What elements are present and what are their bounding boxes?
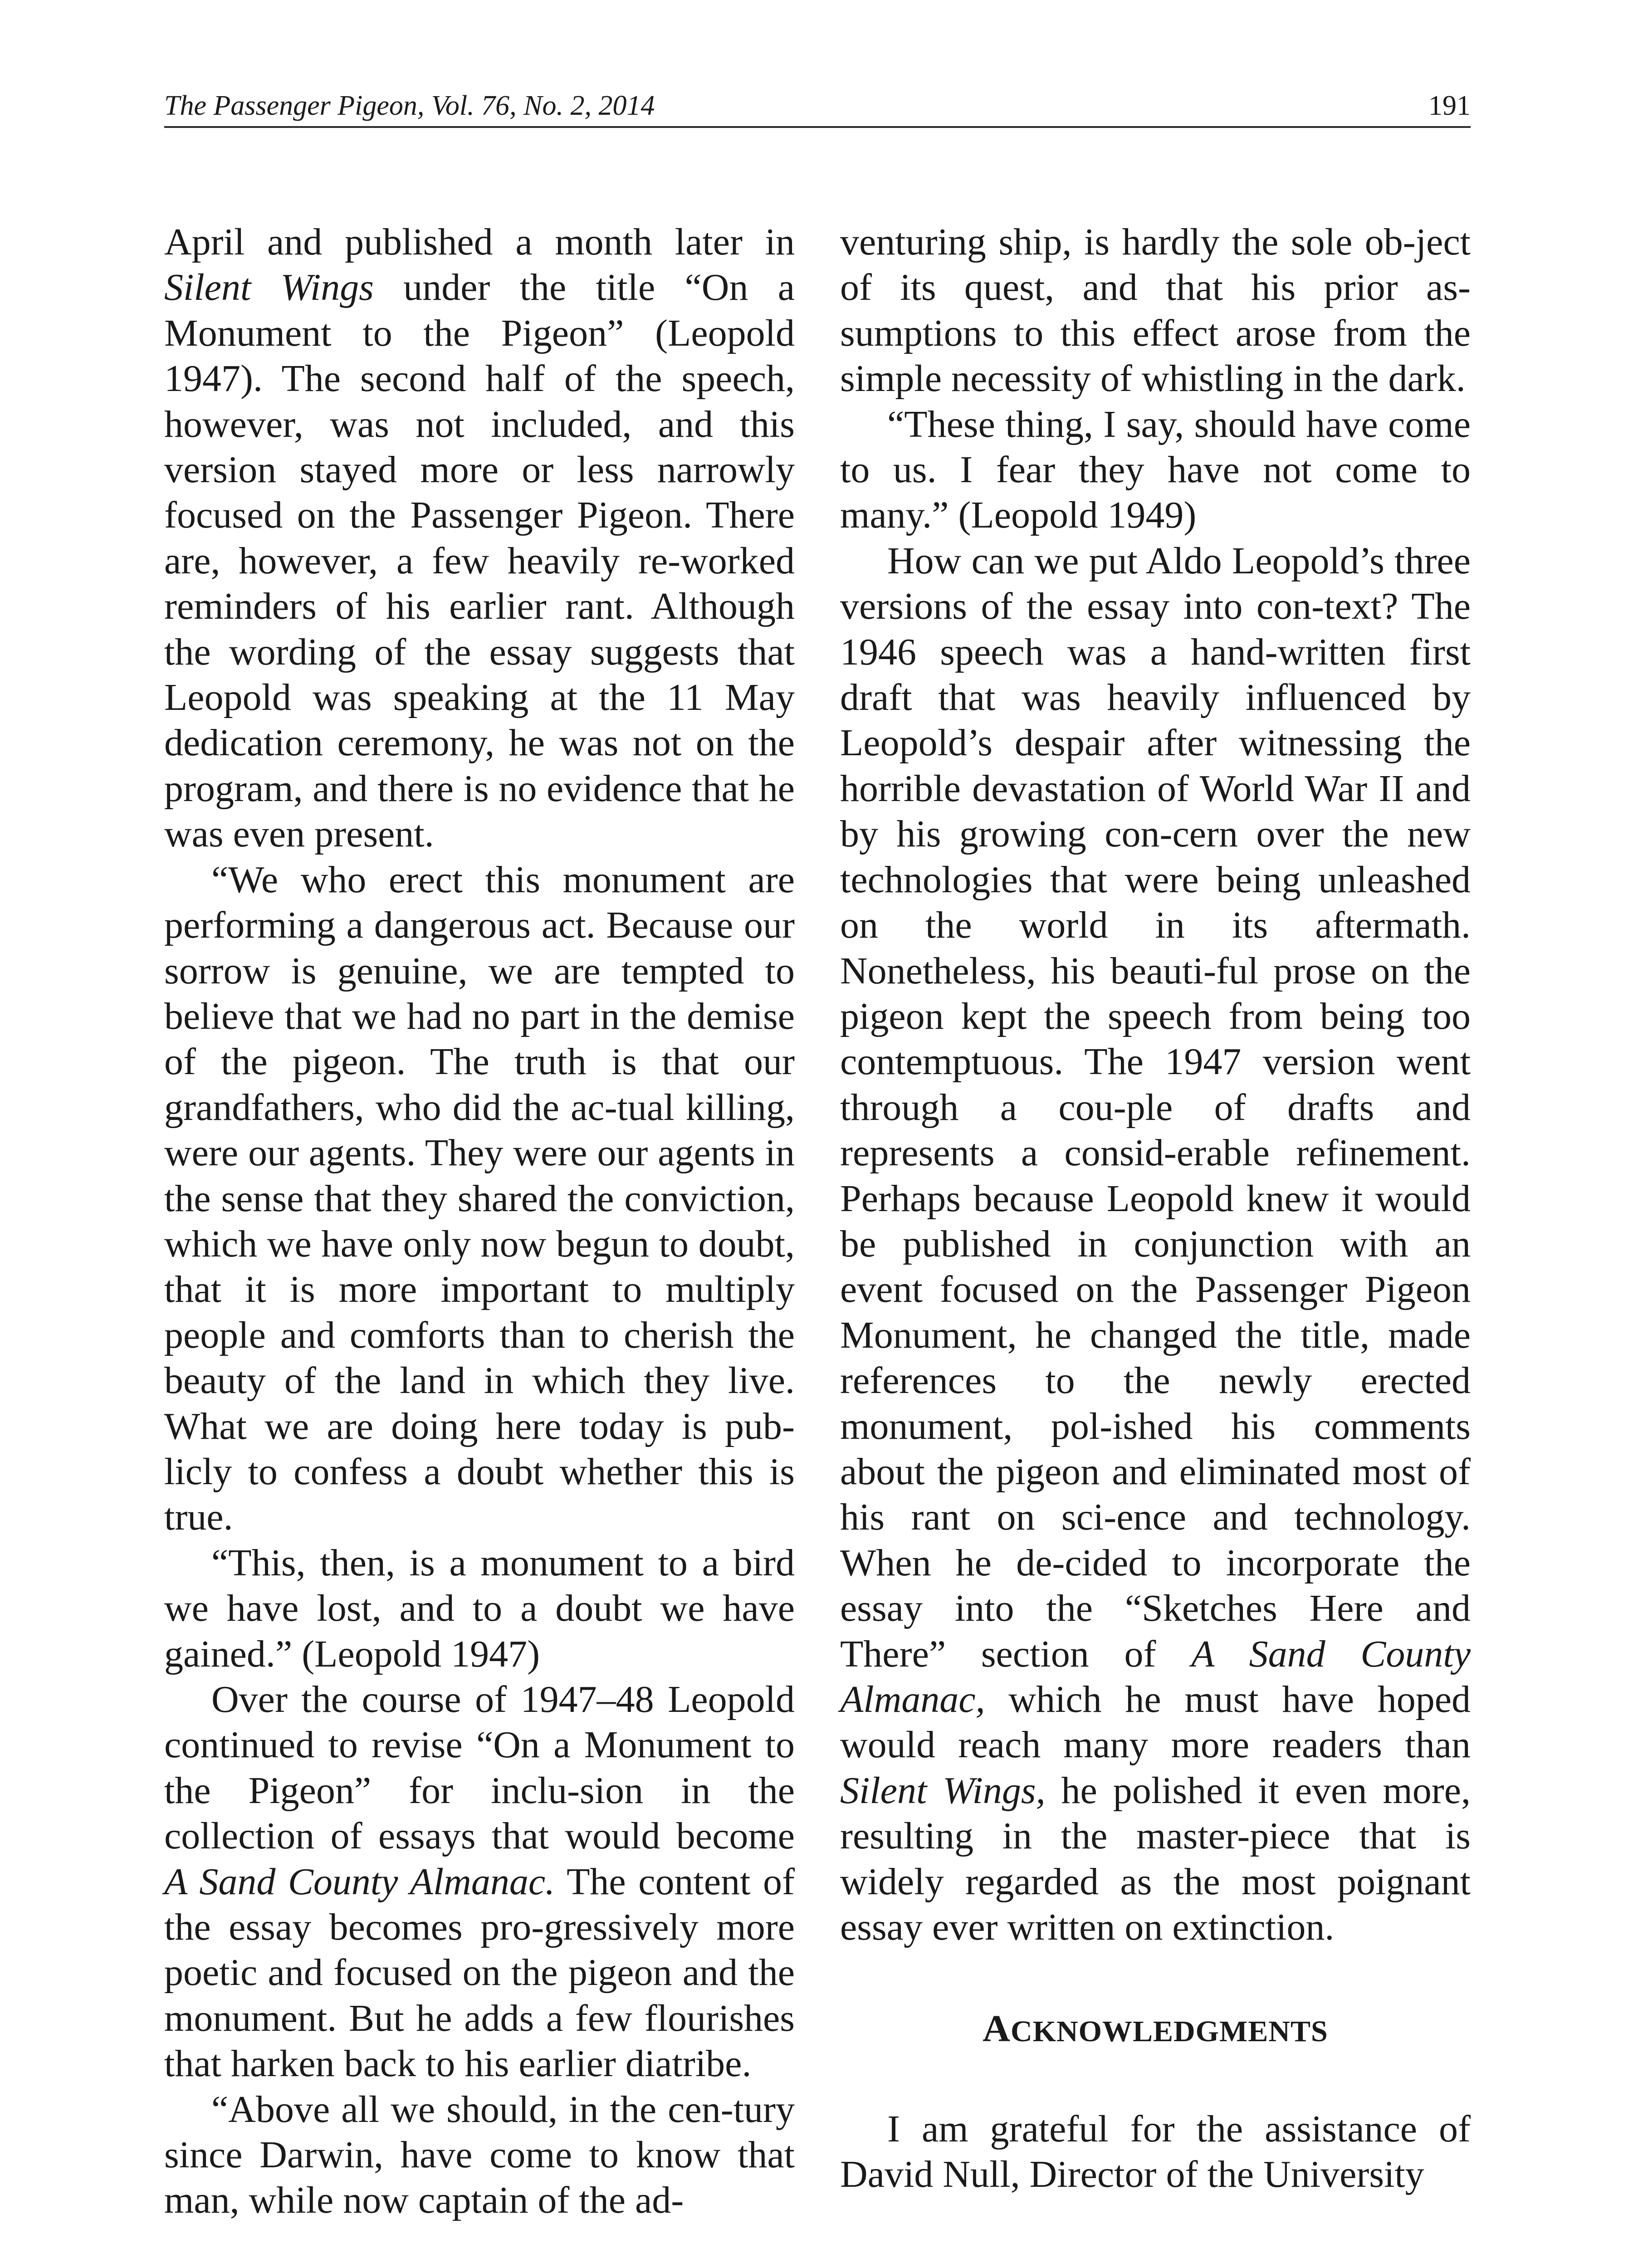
quote-paragraph: “This, then, is a monument to a bird we have lost, and to a doubt we have gained.” (Leopold 1947) (164, 1541, 795, 1675)
acknowledgments-heading: ACKNOWLEDGMENTS (983, 2008, 1328, 2050)
right-column (840, 220, 1471, 2198)
quote-paragraph: “We who erect this monument are performing a dangerous act. Because our sorrow is genuine, we are tempted to believe that we had no part in the demise of the pigeon. The truth is that our grandfathers, who did the ac-tual killing, were our agents. They were our agents in the sense that they shared the conviction, which we have only now begun to doubt, that it is more important to multiply people and comforts than to cherish the beauty of the land in which they live. What we are doing here today is pub-licly to confess a doubt whether this is true. (164, 858, 795, 1539)
paragraph: April and published a month later in Silent Wings under the title “On a Monument to the Pigeon” (Leopold 1947). The second half of the speech, however, was not included, and this version stayed more or less narrowly focused on the Passenger Pigeon. There are, however, a few heavily re-worked reminders of his earlier rant. Although the wording of the essay suggests that Leopold was speaking at the 11 May dedication ceremony, he was not on the program, and there is no evidence that he was even present. (164, 221, 795, 855)
page-number: 191 (1428, 90, 1471, 121)
paragraph: How can we put Aldo Leopold’s three versions of the essay into con-text? The 1946 speech was a hand-written first draft that was heavily influenced by Leopold’s despair after witnessing the horrible devastation of World War II and by his growing con-cern over the new technologies that were being unleashed on the world in its aftermath. Nonetheless, his beauti-ful prose on the pigeon kept the speech from being too contemptuous. The 1947 version went through a cou-ple of drafts and represents a consid-erable refinement. Perhaps because Leopold knew it would be published in conjunction with an event focused on the Passenger Pigeon Monument, he changed the title, made references to the newly erected monument, pol-ished his comments about the pigeon and eliminated most of his rant on sci-ence and technology. When he de-cided to incorporate the essay into the “Sketches Here and There” section of A Sand County Almanac, which he must have hoped would reach many more readers than Silent Wings, he polished it even more, resulting in the master-piece that is widely regarded as the most poignant essay ever written on extinction. (840, 539, 1471, 1949)
italic-title: Silent Wings, (840, 1769, 1046, 1812)
italic-title: Silent Wings (164, 266, 374, 309)
paragraph: I am grateful for the assistance of David Null, Director of the University (840, 2107, 1471, 2196)
journal-citation: The Passenger Pigeon, Vol. 76, No. 2, 2014 (164, 90, 655, 121)
quote-paragraph: “Above all we should, in the cen-tury since Darwin, have come to know that man, while now captain of the ad- (164, 2088, 795, 2222)
left-column (164, 220, 795, 2224)
italic-title: A Sand County Almanac. (164, 1860, 555, 1903)
italic-title: A Sand County Almanac, (840, 1633, 1471, 1721)
quote-paragraph: “These thing, I say, should have come to us. I fear they have not come to many.” (Leopold 1949) (840, 403, 1471, 537)
running-header (164, 85, 1471, 128)
quote-paragraph: venturing ship, is hardly the sole ob-ject of its quest, and that his prior as-sumptions to this effect arose from the simple necessity of whistling in the dark. (840, 221, 1471, 400)
paragraph: Over the course of 1947–48 Leopold continued to revise “On a Monument to the Pigeon” for inclu-sion in the collection of essays that would become A Sand County Almanac. The content of the essay becomes pro-gressively more poetic and focused on the pigeon and the monument. But he adds a few flourishes that harken back to his earlier diatribe. (164, 1678, 795, 2085)
